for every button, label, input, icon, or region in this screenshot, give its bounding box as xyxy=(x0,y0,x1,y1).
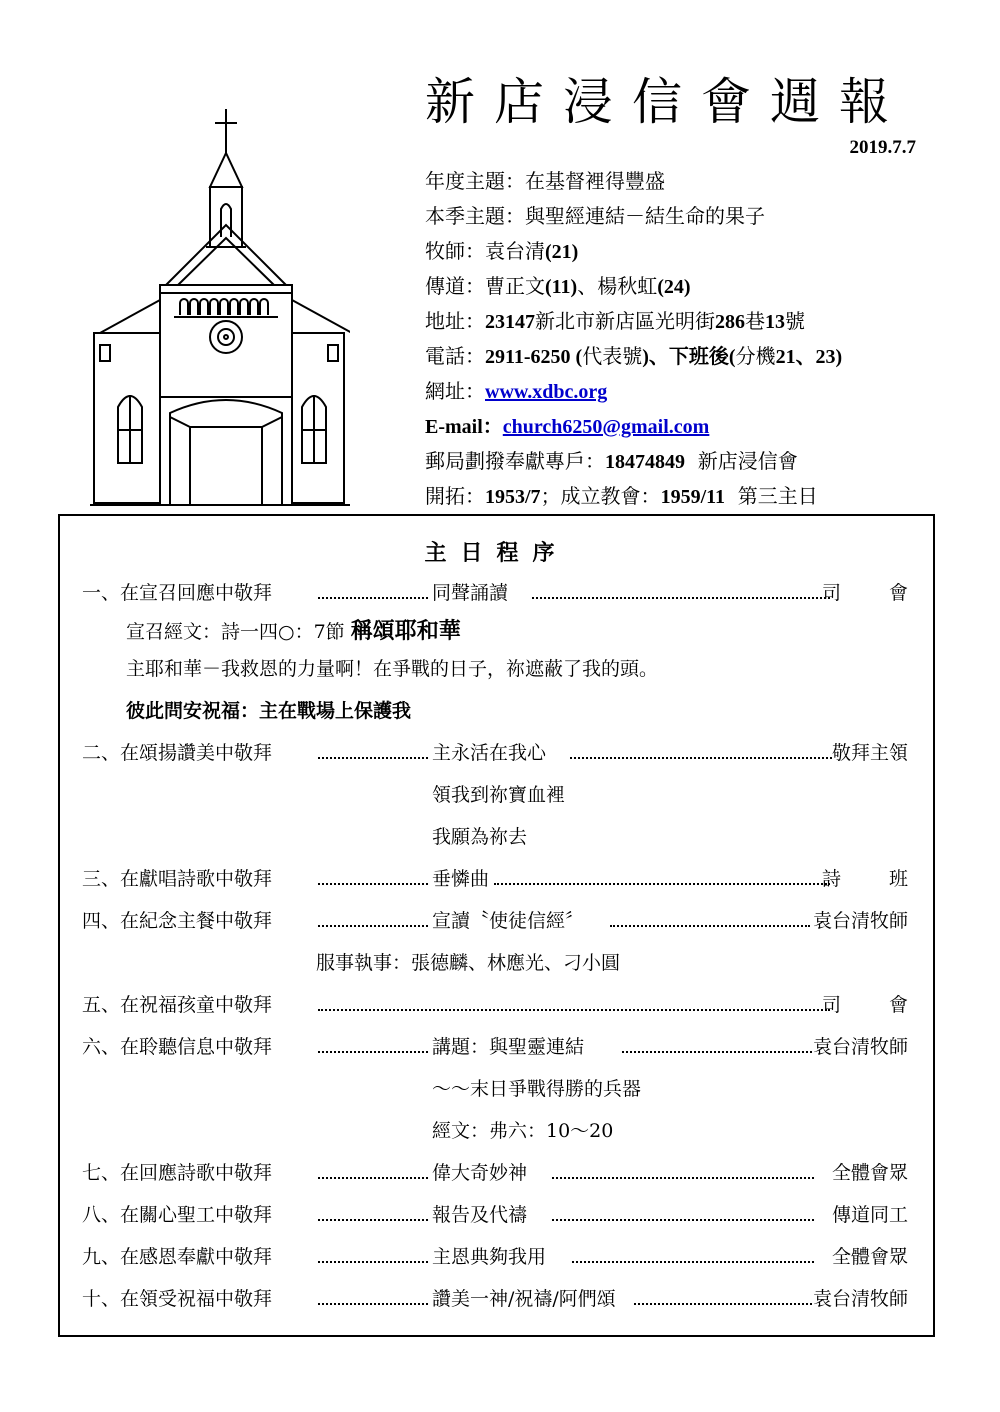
founded: 開拓：1953/7；成立教會：1959/11 第三主日 xyxy=(425,484,818,508)
bulletin-date: 2019.7.7 xyxy=(849,137,916,158)
song-2: 領我到祢寶血裡 xyxy=(432,784,566,806)
postal-account: 郵局劃撥奉獻專戶：18474849 新店浸信會 xyxy=(425,449,798,473)
program-item-7: 七、在回應詩歌中敬拜 偉大奇妙神 全體會眾 xyxy=(82,1162,908,1184)
program-item-3: 三、在獻唱詩歌中敬拜 垂憐曲 詩班 xyxy=(82,868,956,890)
servers: 服事執事：張德麟、林應光、刁小圓 xyxy=(316,952,621,974)
program-item-2: 二、在頌揚讚美中敬拜 主永活在我心 敬拜主領 xyxy=(82,742,908,764)
program-item-6: 六、在聆聽信息中敬拜 講題：與聖靈連結 袁台清牧師 xyxy=(82,1036,908,1058)
sunday-program xyxy=(58,514,956,1337)
website-link[interactable]: www.xdbc.org xyxy=(485,381,608,403)
song-3: 我願為祢去 xyxy=(432,826,528,848)
church-illustration xyxy=(90,105,350,510)
program-item-4: 四、在紀念主餐中敬拜 宣讀〝使徒信經〞 袁台清牧師 xyxy=(82,910,908,932)
season-theme: 本季主題：與聖經連結－結生命的果子 xyxy=(425,204,765,228)
program-item-9: 九、在感恩奉獻中敬拜 主恩典夠我用 全體會眾 xyxy=(82,1246,908,1268)
sermon-subtitle: ～～末日爭戰得勝的兵器 xyxy=(432,1078,642,1100)
email-link[interactable]: church6250@gmail.com xyxy=(502,416,710,438)
phone: 電話：2911-6250 (代表號)、下班後(分機21、23) xyxy=(425,344,843,368)
program-item-10: 十、在領受祝福中敬拜 讚美一神/祝禱/阿們頌 袁台清牧師 xyxy=(82,1288,908,1310)
website: 網址：www.xdbc.org xyxy=(425,379,608,403)
call-verse: 宣召經文：詩一四○：7節 稱頌耶和華 xyxy=(126,618,461,644)
church-info xyxy=(425,164,985,514)
program-item-5: 五、在祝福孩童中敬拜 司會 xyxy=(82,994,956,1016)
sermon-scripture: 經文：弗六：10～20 xyxy=(432,1120,614,1142)
bulletin-title: 新店浸信會週報 xyxy=(425,73,908,131)
program-item-8: 八、在關心聖工中敬拜 報告及代禱 傳道同工 xyxy=(82,1204,908,1226)
program-title: 主日程序 xyxy=(424,540,569,566)
greeting: 彼此問安祝福：主在戰場上保護我 xyxy=(126,700,412,722)
preachers: 傳道：曹正文(11)、楊秋虹(24) xyxy=(425,274,691,298)
address: 地址：23147新北市新店區光明街286巷13號 xyxy=(425,309,805,333)
email: E-mail：church6250@gmail.com xyxy=(425,416,710,438)
program-item-1: 一、在宣召回應中敬拜 同聲誦讀 司會 xyxy=(82,582,956,604)
pastor: 牧師：袁台清(21) xyxy=(425,239,579,263)
call-verse-text: 主耶和華－我救恩的力量啊！在爭戰的日子，祢遮蔽了我的頭。 xyxy=(126,658,659,680)
annual-theme: 年度主題：在基督裡得豐盛 xyxy=(425,169,665,193)
